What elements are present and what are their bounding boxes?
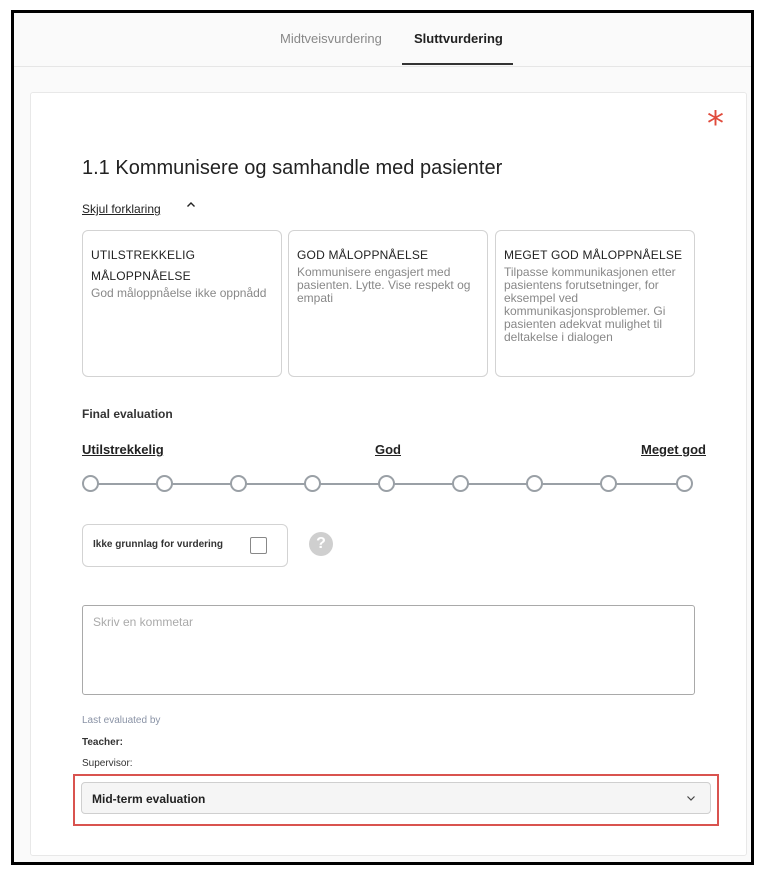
scale-step-6[interactable] — [452, 475, 469, 492]
required-asterisk-icon: * — [707, 104, 724, 144]
scale-step-9[interactable] — [676, 475, 693, 492]
no-basis-label: Ikke grunnlag for vurdering — [93, 539, 224, 550]
hide-explanation-link[interactable]: Skjul forklaring — [82, 202, 161, 216]
scale-step-4[interactable] — [304, 475, 321, 492]
no-basis-option[interactable] — [82, 524, 288, 567]
evaluation-type-select[interactable] — [81, 782, 711, 814]
scale-step-8[interactable] — [600, 475, 617, 492]
scale-label-good[interactable]: God — [375, 442, 401, 457]
last-evaluated-label: Last evaluated by — [82, 715, 161, 726]
tab-midtveisvurdering[interactable]: Midtveisvurdering — [280, 31, 382, 46]
scale-step-2[interactable] — [156, 475, 173, 492]
tab-bar — [14, 13, 751, 67]
active-tab-indicator — [402, 63, 513, 65]
level-description: Kommunisere engasjert med pasienten. Lytte. Vise respekt og empati — [297, 265, 471, 305]
scale-label-very-good[interactable]: Meget god — [641, 442, 706, 457]
level-title: GOD MÅLOPPNÅELSE — [297, 248, 429, 262]
level-card-very-good — [495, 230, 695, 377]
scale-step-5[interactable] — [378, 475, 395, 492]
level-title: UTILSTREKKELIG MÅLOPPNÅELSE — [91, 248, 196, 283]
level-card-insufficient — [82, 230, 282, 377]
level-card-good — [288, 230, 488, 377]
teacher-label: Teacher: — [82, 737, 123, 748]
competency-title: 1.1 Kommunisere og samhandle med pasienter — [82, 157, 503, 179]
chevron-up-icon[interactable] — [186, 199, 196, 213]
comment-input[interactable] — [82, 605, 695, 695]
level-title: MEGET GOD MÅLOPPNÅELSE — [504, 248, 683, 262]
no-basis-checkbox[interactable] — [250, 537, 267, 554]
level-description: Tilpasse kommunikasjonen etter pasientens forutsetninger, for eksempel ved kommunikasjonsproblemer. Gi pasienten adekvat mulighet til deltakelse i dialogen — [504, 265, 676, 344]
scale-step-1[interactable] — [82, 475, 99, 492]
app-frame — [11, 10, 754, 865]
chevron-down-icon — [686, 790, 696, 800]
help-icon[interactable]: ? — [309, 532, 333, 556]
achievement-levels — [82, 230, 695, 377]
tab-sluttvurdering[interactable]: Sluttvurdering — [414, 31, 503, 46]
final-evaluation-label: Final evaluation — [82, 407, 173, 421]
scale-label-insufficient[interactable]: Utilstrekkelig — [82, 442, 164, 457]
scale-step-3[interactable] — [230, 475, 247, 492]
select-value: Mid-term evaluation — [92, 792, 206, 806]
supervisor-label: Supervisor: — [82, 758, 133, 769]
scale-step-7[interactable] — [526, 475, 543, 492]
level-description: God måloppnåelse ikke oppnådd — [91, 286, 267, 300]
evaluation-scale[interactable] — [82, 475, 695, 493]
evaluation-card — [30, 92, 747, 856]
